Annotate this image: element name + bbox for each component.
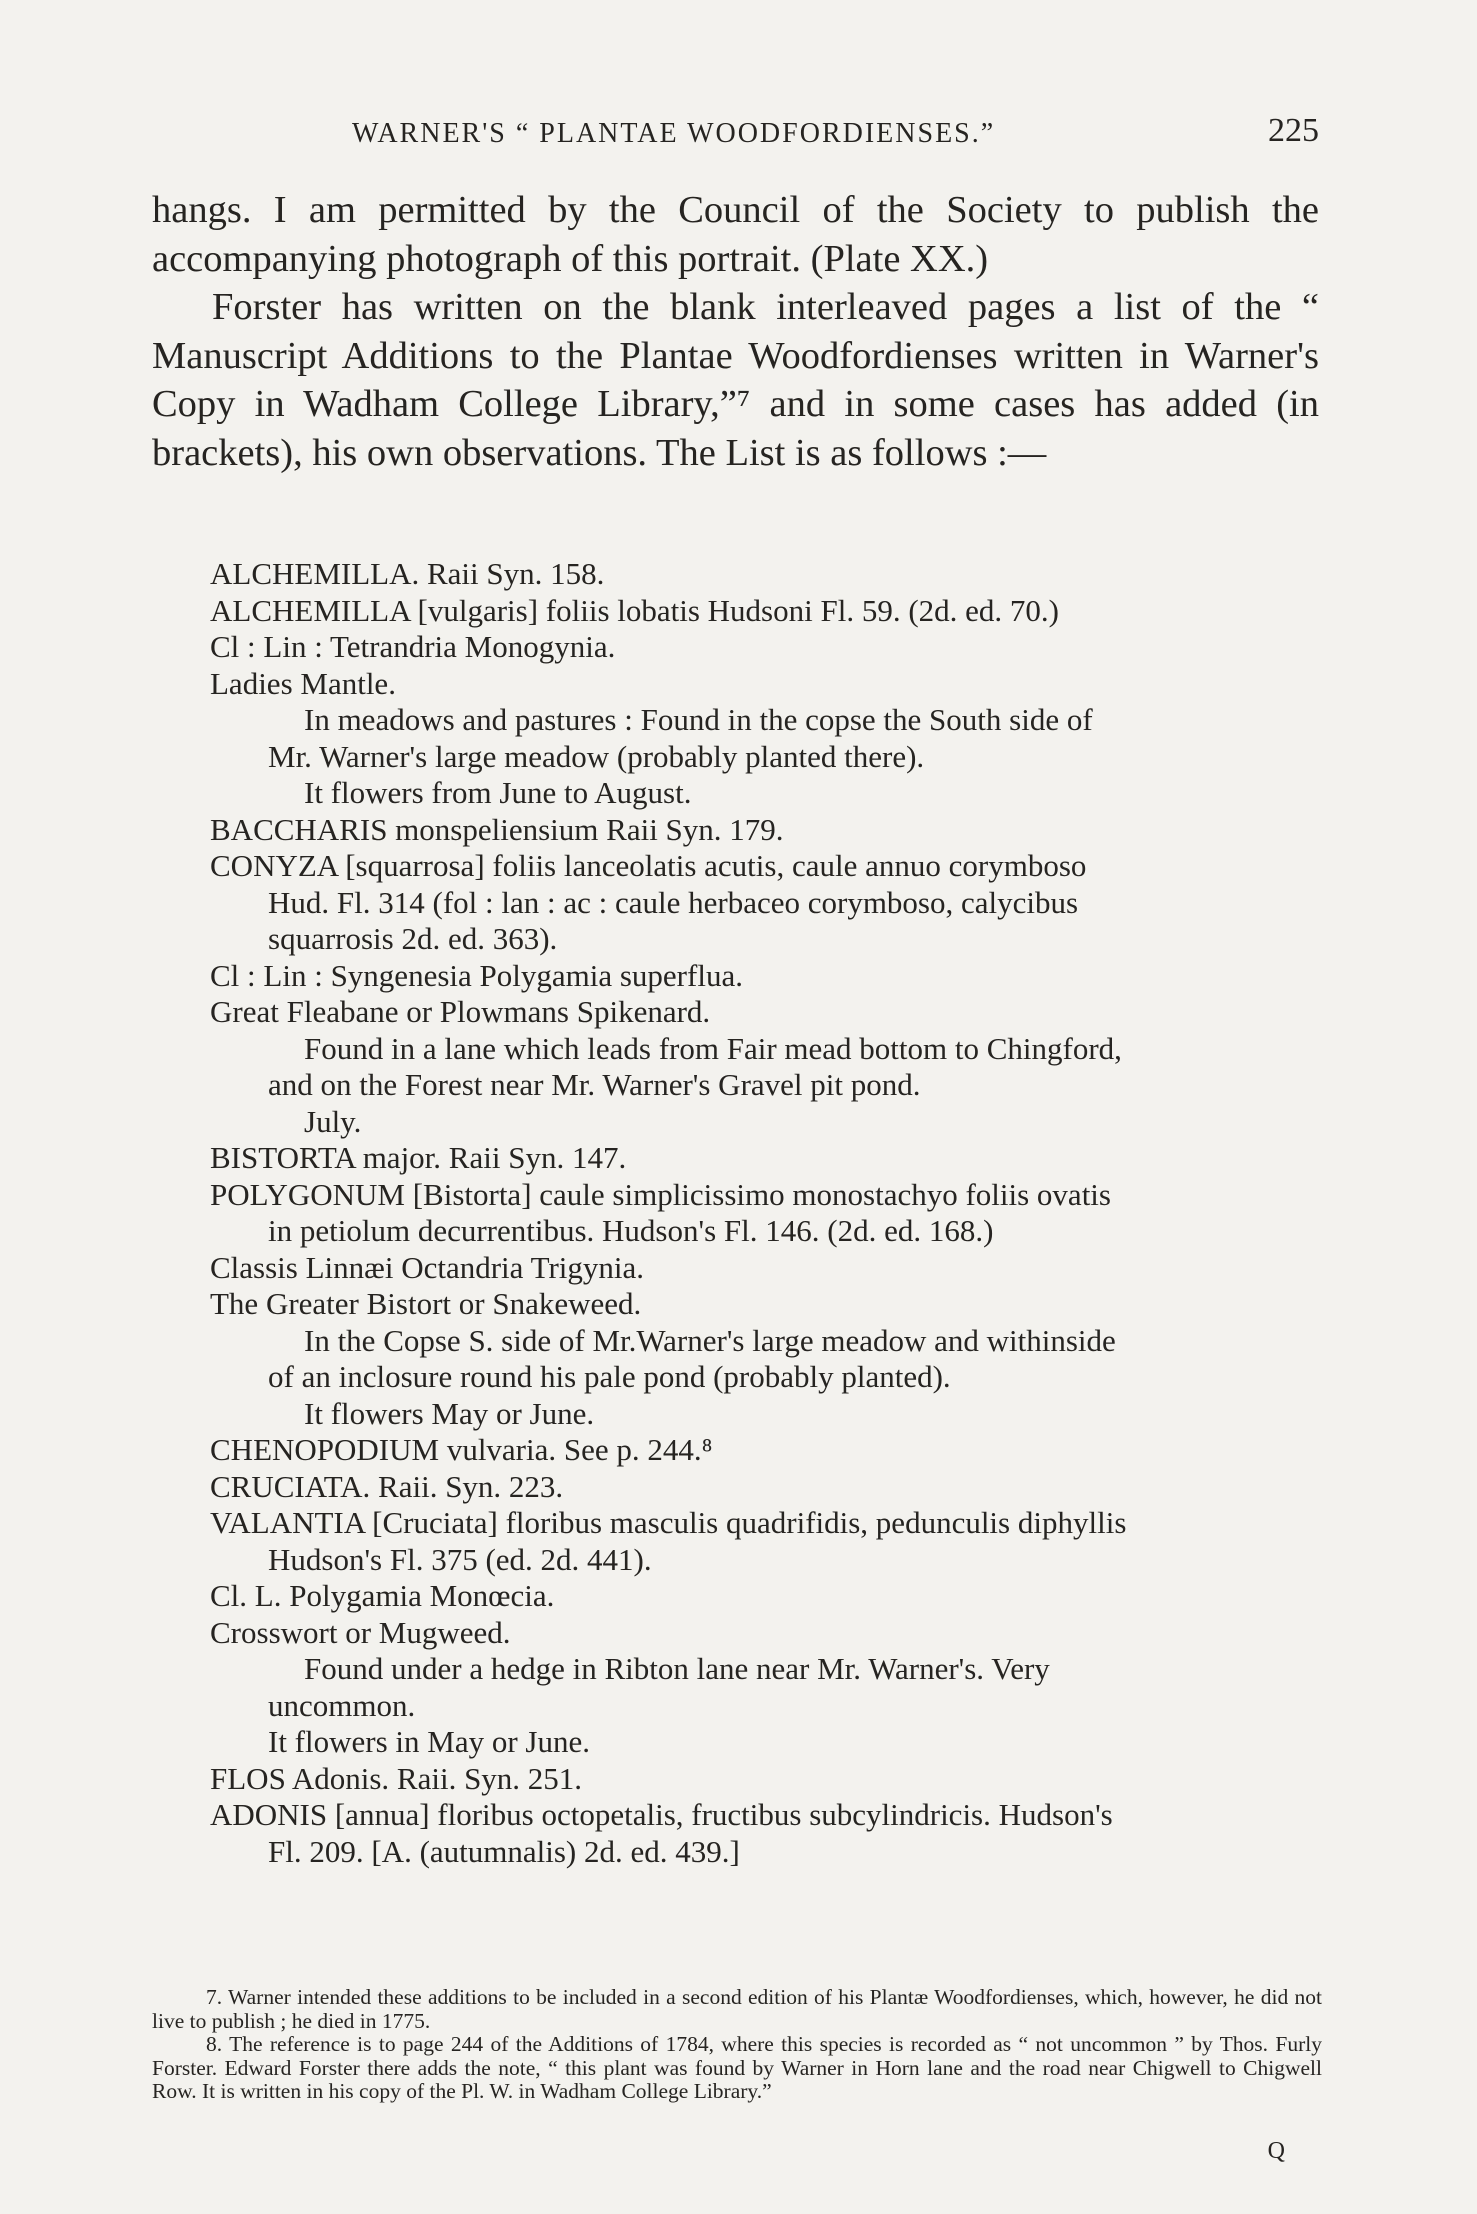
list-item: It flowers from June to August.: [304, 775, 692, 810]
list-item: ADONIS [annua] floribus octopetalis, fructibus subcylindricis. Hudson's: [210, 1797, 1113, 1832]
list-item: July.: [304, 1103, 362, 1139]
list-item: Cl : Lin : Syngenesia Polygamia superflua.: [210, 957, 743, 993]
plant-list: [210, 556, 1322, 1870]
list-item: VALANTIA [Cruciata] floribus masculis quadrifidis, pedunculis diphyllis: [210, 1505, 1127, 1540]
list-item: of an inclosure round his pale pond (probably planted).: [268, 1359, 951, 1394]
list-item: CHENOPODIUM vulvaria. See p. 244.⁸: [210, 1432, 713, 1467]
list-item: Mr. Warner's large meadow (probably planted there).: [268, 738, 925, 774]
list-item: Hudson's Fl. 375 (ed. 2d. 441).: [268, 1541, 652, 1577]
intro-paragraph-2: Forster has written on the blank interleaved pages a list of the “ Manuscript Additions to the Plantae Woodfordienses written in Warner's Copy in Wadham College Library,”⁷ and in some cases has added (in brackets), his own observations. The List is as follows :—: [152, 286, 1319, 474]
list-item: It flowers May or June.: [304, 1395, 595, 1431]
page-number: 225: [1268, 112, 1319, 149]
list-item: BACCHARIS monspeliensium Raii Syn. 179.: [210, 811, 784, 847]
list-item: BISTORTA major. Raii Syn. 147.: [210, 1140, 627, 1175]
list-item: It flowers in May or June.: [268, 1724, 590, 1759]
list-item: Cl. L. Polygamia Monœcia.: [210, 1578, 555, 1613]
list-item: Found in a lane which leads from Fair mead bottom to Chingford,: [304, 1030, 1122, 1066]
signature-mark: Q: [1267, 2138, 1285, 2164]
list-item: Classis Linnæi Octandria Trigynia.: [210, 1249, 644, 1285]
list-item: CRUCIATA. Raii. Syn. 223.: [210, 1468, 564, 1504]
list-item: In meadows and pastures : Found in the copse the South side of: [304, 702, 1093, 737]
list-item: Great Fleabane or Plowmans Spikenard.: [210, 994, 711, 1029]
list-item: Crosswort or Mugweed.: [210, 1614, 511, 1650]
list-item: Ladies Mantle.: [210, 665, 396, 701]
list-item: in petiolum decurrentibus. Hudson's Fl. 146. (2d. ed. 168.): [268, 1213, 994, 1248]
footnotes: [152, 1986, 1322, 2104]
footnote-8: 8. The reference is to page 244 of the Additions of 1784, where this species is recorded as “ not uncommon ” by Thos. Furly Forster. Edward Forster there adds the note, “ this plant was found by Warner in Horn lane and the road near Chigwell to Chigwell Row. It is written in his copy of the Pl. W. in Wadham College Library.”: [152, 2032, 1322, 2103]
page-header: [152, 112, 1319, 156]
list-item: FLOS Adonis. Raii. Syn. 251.: [210, 1760, 583, 1796]
list-item: Hud. Fl. 314 (fol : lan : ac : caule herbaceo corymboso, calycibus: [268, 884, 1079, 920]
list-item: Fl. 209. [A. (autumnalis) 2d. ed. 439.]: [268, 1833, 740, 1869]
list-item: squarrosis 2d. ed. 363).: [268, 921, 558, 956]
list-item: The Greater Bistort or Snakeweed.: [210, 1286, 642, 1321]
list-item: and on the Forest near Mr. Warner's Gravel pit pond.: [268, 1067, 921, 1102]
intro-text: [152, 186, 1319, 477]
list-item: Cl : Lin : Tetrandria Monogynia.: [210, 629, 616, 664]
list-item: Found under a hedge in Ribton lane near Mr. Warner's. Very: [304, 1651, 1050, 1686]
intro-paragraph-1: hangs. I am permitted by the Council of the Society to publish the accompanying photograph of this portrait. (Plate XX.): [152, 189, 1319, 280]
running-head: WARNER'S “ PLANTAE WOODFORDIENSES.”: [352, 118, 996, 149]
footnote-7: 7. Warner intended these additions to be included in a second edition of his Plantæ Woodfordienses, which, however, he did not live to publish ; he died in 1775.: [152, 1985, 1322, 2033]
list-item: ALCHEMILLA [vulgaris] foliis lobatis Hudsoni Fl. 59. (2d. ed. 70.): [210, 592, 1059, 628]
list-item: ALCHEMILLA. Raii Syn. 158.: [210, 556, 605, 591]
list-item: uncommon.: [268, 1687, 416, 1723]
list-item: POLYGONUM [Bistorta] caule simplicissimo monostachyo foliis ovatis: [210, 1176, 1111, 1212]
list-item: CONYZA [squarrosa] foliis lanceolatis acutis, caule annuo corymboso: [210, 848, 1087, 883]
list-item: In the Copse S. side of Mr.Warner's large meadow and withinside: [304, 1322, 1116, 1358]
